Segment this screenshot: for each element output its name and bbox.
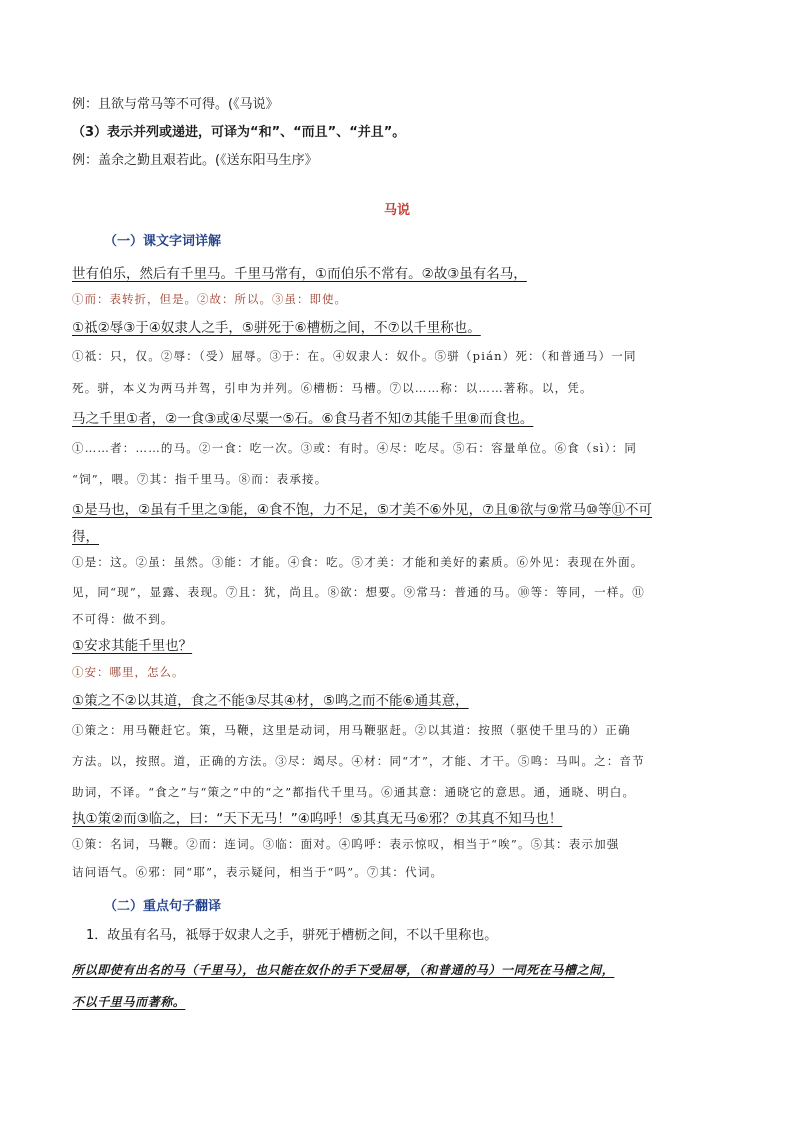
annotation-line: ①安：哪里，怎么。: [72, 665, 185, 679]
annotation-line: ①……者：……的马。②一食：吃一次。③或：有时。④尽：吃尽。⑤石：容量单位。⑥食（sì）：同: [72, 441, 638, 455]
original-text-line: 世有伯乐，然后有千里马。千里马常有，①而伯乐不常有。②故③虽有名马，: [72, 266, 527, 282]
annotation-line: 不可得：做不到。: [72, 612, 174, 626]
translation-line: 所以即使有出名的马（千里马），也只能在奴仆的手下受屈辱，（和普通的马）一同死在马槽之间，: [72, 963, 615, 977]
original-text-line: 马之千里①者，②一食③或④尽粟一⑤石。⑥食马者不知⑦其能千里⑧而食也。: [72, 411, 534, 427]
section-heading-vocab: （一）课文字词详解: [104, 234, 222, 249]
translation-line: 不以千里马而著称。: [72, 995, 186, 1009]
original-text-line: ①是马也，②虽有千里之③能，④食不饱，力不足，⑤才美不⑥外见，⑦且⑧欲与⑨常马⑩等⑪不可: [72, 502, 653, 518]
section-heading-translation: （二）重点句子翻译: [104, 899, 222, 914]
annotation-line: 诘问语气。⑥邪：同“耶”，表示疑问，相当于“吗”。⑦其：代词。: [72, 865, 444, 879]
rule-heading-3: （3）表示并列或递进，可译为“和”、“而且”、“并且”。: [72, 125, 406, 140]
original-text-line: 执①策②而③临之，曰：“天下无马！”④呜呼！⑤其真无马⑥邪？⑦其真不知马也！: [72, 811, 563, 827]
section-title: 马说: [383, 203, 410, 218]
key-sentence: 1．故虽有名马，祗辱于奴隶人之手，骈死于槽枥之间，不以千里称也。: [86, 928, 498, 943]
annotation-line: 死。骈，本义为两马并驾，引申为并列。⑥槽枥：马槽。⑦以……称：以……著称。以，凭。: [72, 381, 593, 395]
annotation-line: 助词，不译。“食之”与“策之”中的“之”都指代千里马。⑥通其意：通晓它的意思。通，通晓、明白。: [72, 785, 636, 799]
annotation-line: ①策：名词，马鞭。②而：连词。③临：面对。④呜呼：表示惊叹，相当于“唉”。⑤其：表示加强: [72, 837, 620, 851]
example-line-2: 例：盖余之勤且艰若此。(《送东阳马生序》: [72, 153, 318, 168]
annotation-line: ①是：这。②虽：虽然。③能：才能。④食：吃。⑤才美：才能和美好的素质。⑥外见：表现在外面。: [72, 555, 644, 569]
annotation-line: “饲”，喂。⑦其：指千里马。⑧而：表承接。: [72, 472, 328, 486]
annotation-line: ①祗：只，仅。②辱：（受）屈辱。③于：在。④奴隶人：奴仆。⑤骈（pián）死：（和普通马）一同: [72, 349, 637, 363]
original-text-line: ①策之不②以其道，食之不能③尽其④材，⑤鸣之而不能⑥通其意，: [72, 693, 469, 709]
original-text-line: ①祗②辱③于④奴隶人之手，⑤骈死于⑥槽枥之间，不⑦以千里称也。: [72, 320, 481, 336]
annotation-line: 见，同“现”，显露、表现。⑦且：犹，尚且。⑧欲：想要。⑨常马：普通的马。⑩等：等同，一样。⑪: [72, 585, 645, 599]
example-line-1: 例：且欲与常马等不可得。(《马说》: [72, 97, 279, 112]
original-text-line: ①安求其能千里也？: [72, 638, 193, 654]
annotation-line: ①而：表转折，但是。②故：所以。③虽：即使。: [72, 292, 347, 306]
original-text-line: 得，: [72, 529, 99, 545]
annotation-line: 方法。以，按照。道，正确的方法。③尽：竭尽。④材：同“才”，才能、才干。⑤鸣：马叫。之：音节: [72, 754, 645, 768]
annotation-line: ①策之：用马鞭赶它。策，马鞭，这里是动词，用马鞭驱赶。②以其道：按照（驱使千里马的）正确: [72, 723, 631, 737]
